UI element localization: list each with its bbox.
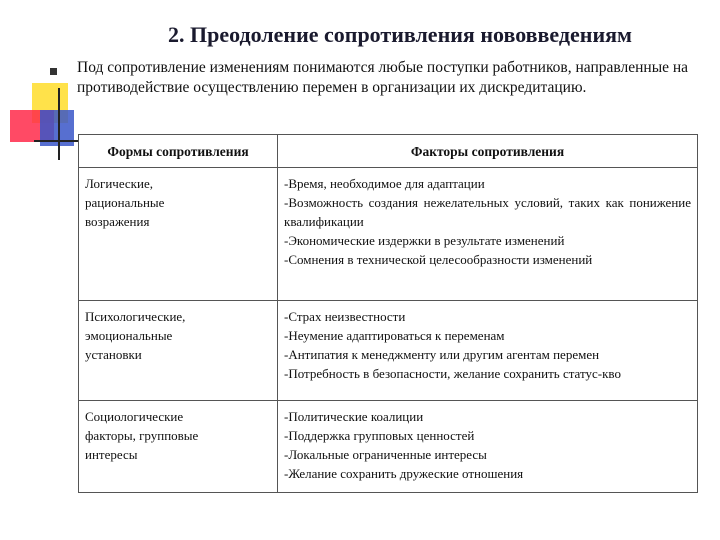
resistance-table (78, 134, 698, 493)
factor-text: -Экономические издержки в результате изменений (284, 233, 565, 248)
form-text: установки (85, 347, 142, 362)
table-row (79, 401, 698, 493)
form-text: эмоциональные (85, 328, 173, 343)
factor-text: -Неумение адаптироваться к переменам (284, 328, 505, 343)
factor-text: -Локальные ограниченные интересы (284, 447, 487, 462)
form-cell (79, 401, 278, 493)
factors-cell (278, 168, 698, 301)
form-text-justified (85, 426, 271, 445)
form-text: Психологические, (85, 309, 186, 324)
table-row (79, 301, 698, 401)
form-text: Логические, (85, 176, 153, 191)
factor-text: -Поддержка групповых ценностей (284, 428, 475, 443)
factor-text: -Время, необходимое для адаптации (284, 176, 485, 191)
factor-text: -Сомнения в технической целесообразности изменений (284, 252, 593, 267)
form-text: интересы (85, 447, 138, 462)
table-row (79, 168, 698, 301)
form-text: факторы, (85, 428, 136, 443)
factors-cell (278, 301, 698, 401)
form-text: рациональные (85, 195, 165, 210)
table-header-row (79, 135, 698, 168)
factor-text: -Желание сохранить дружеские отношения (284, 466, 524, 481)
factors-cell (278, 401, 698, 493)
decor-vertical-line (58, 88, 60, 160)
intro-paragraph: Под сопротивление изменениям понимаются любые поступки работников, направленные на противодействие осуществлению перемен в организации их дискредитацию. (77, 59, 689, 96)
factor-text: -Политические коалиции (284, 409, 424, 424)
bullet-square-icon (50, 68, 57, 75)
factor-text: -Страх неизвестности (284, 309, 406, 324)
factor-text: -Потребность в безопасности, желание сохранить статус-кво (284, 366, 621, 381)
form-text: Социологические (85, 409, 184, 424)
slide-title: 2. Преодоление сопротивления нововведениям (167, 22, 633, 47)
header-forms: Формы сопротивления (79, 135, 278, 168)
form-text: возражения (85, 214, 150, 229)
form-cell (79, 168, 278, 301)
form-text: групповые (139, 428, 199, 443)
form-cell (79, 301, 278, 401)
decor-horizontal-line (34, 140, 78, 142)
header-factors: Факторы сопротивления (278, 135, 698, 168)
factor-text: -Антипатия к менеджменту или другим агентам перемен (284, 347, 600, 362)
factor-text: -Возможность создания нежелательных условий, таких как понижение квалификации (284, 195, 691, 229)
